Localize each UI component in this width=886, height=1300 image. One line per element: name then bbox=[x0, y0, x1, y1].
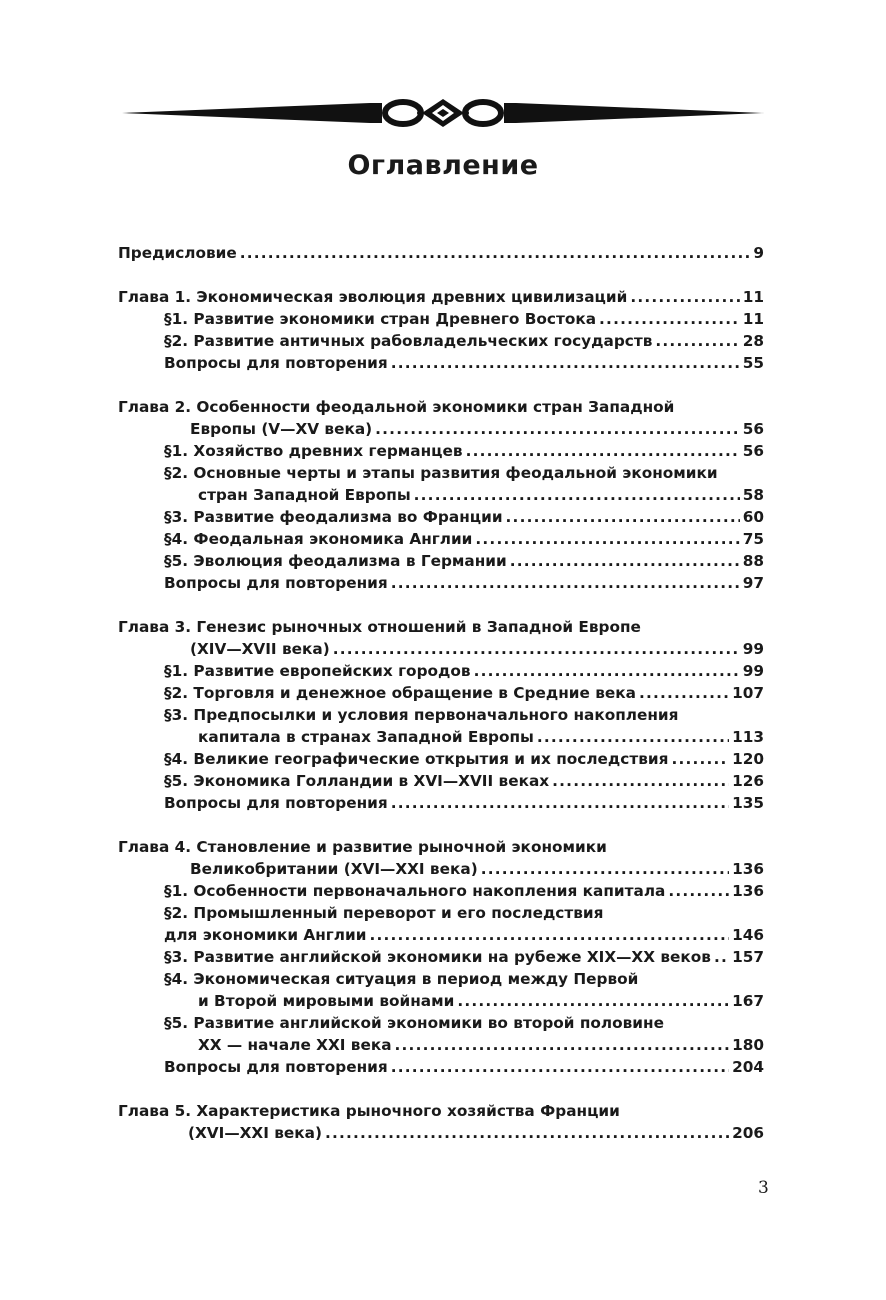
toc-ch2-section-5[interactable]: §5. Эволюция феодализма в Германии ..... 88 bbox=[118, 550, 764, 572]
toc-ch1-questions[interactable]: Вопросы для повторения ..... 55 bbox=[118, 352, 764, 374]
toc-ch2-section-2[interactable]: стран Западной Европы ..... 58 bbox=[118, 484, 764, 506]
toc-ch3-section-4[interactable]: §4. Великие географические открытия и их последствия ..... 120 bbox=[118, 748, 764, 770]
toc-ch3-section-2[interactable]: §2. Торговля и денежное обращение в Средние века ..... 107 bbox=[118, 682, 764, 704]
page-title: Оглавление bbox=[347, 150, 539, 181]
toc-chapter-2[interactable]: Европы (V—XV века) ..... 56 bbox=[118, 418, 764, 440]
toc-ch4-section-4-title[interactable]: §4. Экономическая ситуация в период между Первой bbox=[118, 968, 764, 990]
toc-ch4-section-4[interactable]: и Второй мировыми войнами ..... 167 bbox=[118, 990, 764, 1012]
toc-ch3-questions[interactable]: Вопросы для повторения ..... 135 bbox=[118, 792, 764, 814]
toc-preface[interactable] bbox=[118, 242, 764, 264]
toc-chapter-3[interactable]: (XIV—XVII века) ..... 99 bbox=[118, 638, 764, 660]
toc-chapter-2-title[interactable]: Глава 2. Особенности феодальной экономики стран Западной bbox=[118, 396, 764, 418]
toc-ch4-questions[interactable]: Вопросы для повторения ..... 204 bbox=[118, 1056, 764, 1078]
toc-ch3-section-3[interactable]: капитала в странах Западной Европы ..... 113 bbox=[118, 726, 764, 748]
toc-ch4-section-3[interactable]: §3. Развитие английской экономики на рубеже XIX—XX веков ..... 157 bbox=[118, 946, 764, 968]
toc-ch1-section-2[interactable]: §2. Развитие античных рабовладельческих государств ..... 28 bbox=[118, 330, 764, 352]
toc-ch3-section-5[interactable]: §5. Экономика Голландии в XVI—XVII веках ..... 126 bbox=[118, 770, 764, 792]
toc-chapter-3-title[interactable]: Глава 3. Генезис рыночных отношений в Западной Европе bbox=[118, 616, 764, 638]
toc-ch4-section-2[interactable]: для экономики Англии ..... 146 bbox=[118, 924, 764, 946]
toc-ch4-section-1[interactable]: §1. Особенности первоначального накопления капитала ..... 136 bbox=[118, 880, 764, 902]
toc-ch3-section-1[interactable]: §1. Развитие европейских городов ..... 99 bbox=[118, 660, 764, 682]
toc-ch4-section-5[interactable]: XX — начале XXI века ..... 180 bbox=[118, 1034, 764, 1056]
toc-chapter-4-title[interactable]: Глава 4. Становление и развитие рыночной экономики bbox=[118, 836, 764, 858]
toc-ch2-section-1[interactable]: §1. Хозяйство древних германцев ..... 56 bbox=[118, 440, 764, 462]
toc-chapter-1[interactable]: Глава 1. Экономическая эволюция древних цивилизаций ..... 11 bbox=[118, 286, 764, 308]
toc-ch4-section-5-title[interactable]: §5. Развитие английской экономики во второй половине bbox=[118, 1012, 764, 1034]
toc-ch2-section-4[interactable]: §4. Феодальная экономика Англии ..... 75 bbox=[118, 528, 764, 550]
table-of-contents bbox=[118, 242, 764, 1144]
toc-ch2-section-3[interactable]: §3. Развитие феодализма во Франции ..... 60 bbox=[118, 506, 764, 528]
toc-chapter-5-title[interactable]: Глава 5. Характеристика рыночного хозяйства Франции bbox=[118, 1100, 764, 1122]
toc-ch2-questions[interactable]: Вопросы для повторения ..... 97 bbox=[118, 572, 764, 594]
toc-entry-text: Предисловие bbox=[118, 242, 240, 264]
toc-chapter-4[interactable]: Великобритании (XVI—XXI века) ..... 136 bbox=[118, 858, 764, 880]
toc-page-number: 9 bbox=[750, 242, 764, 264]
toc-chapter-5[interactable]: (XVI—XXI века) ..... 206 bbox=[118, 1122, 764, 1144]
toc-ch2-section-2-title[interactable]: §2. Основные черты и этапы развития феодальной экономики bbox=[118, 462, 764, 484]
toc-ch3-section-3-title[interactable]: §3. Предпосылки и условия первоначального накопления bbox=[118, 704, 764, 726]
page-number: 3 bbox=[758, 1178, 769, 1198]
ornament-divider bbox=[120, 90, 766, 136]
toc-ch1-section-1[interactable]: §1. Развитие экономики стран Древнего Востока ..... 11 bbox=[118, 308, 764, 330]
toc-ch4-section-2-title[interactable]: §2. Промышленный переворот и его последствия bbox=[118, 902, 764, 924]
